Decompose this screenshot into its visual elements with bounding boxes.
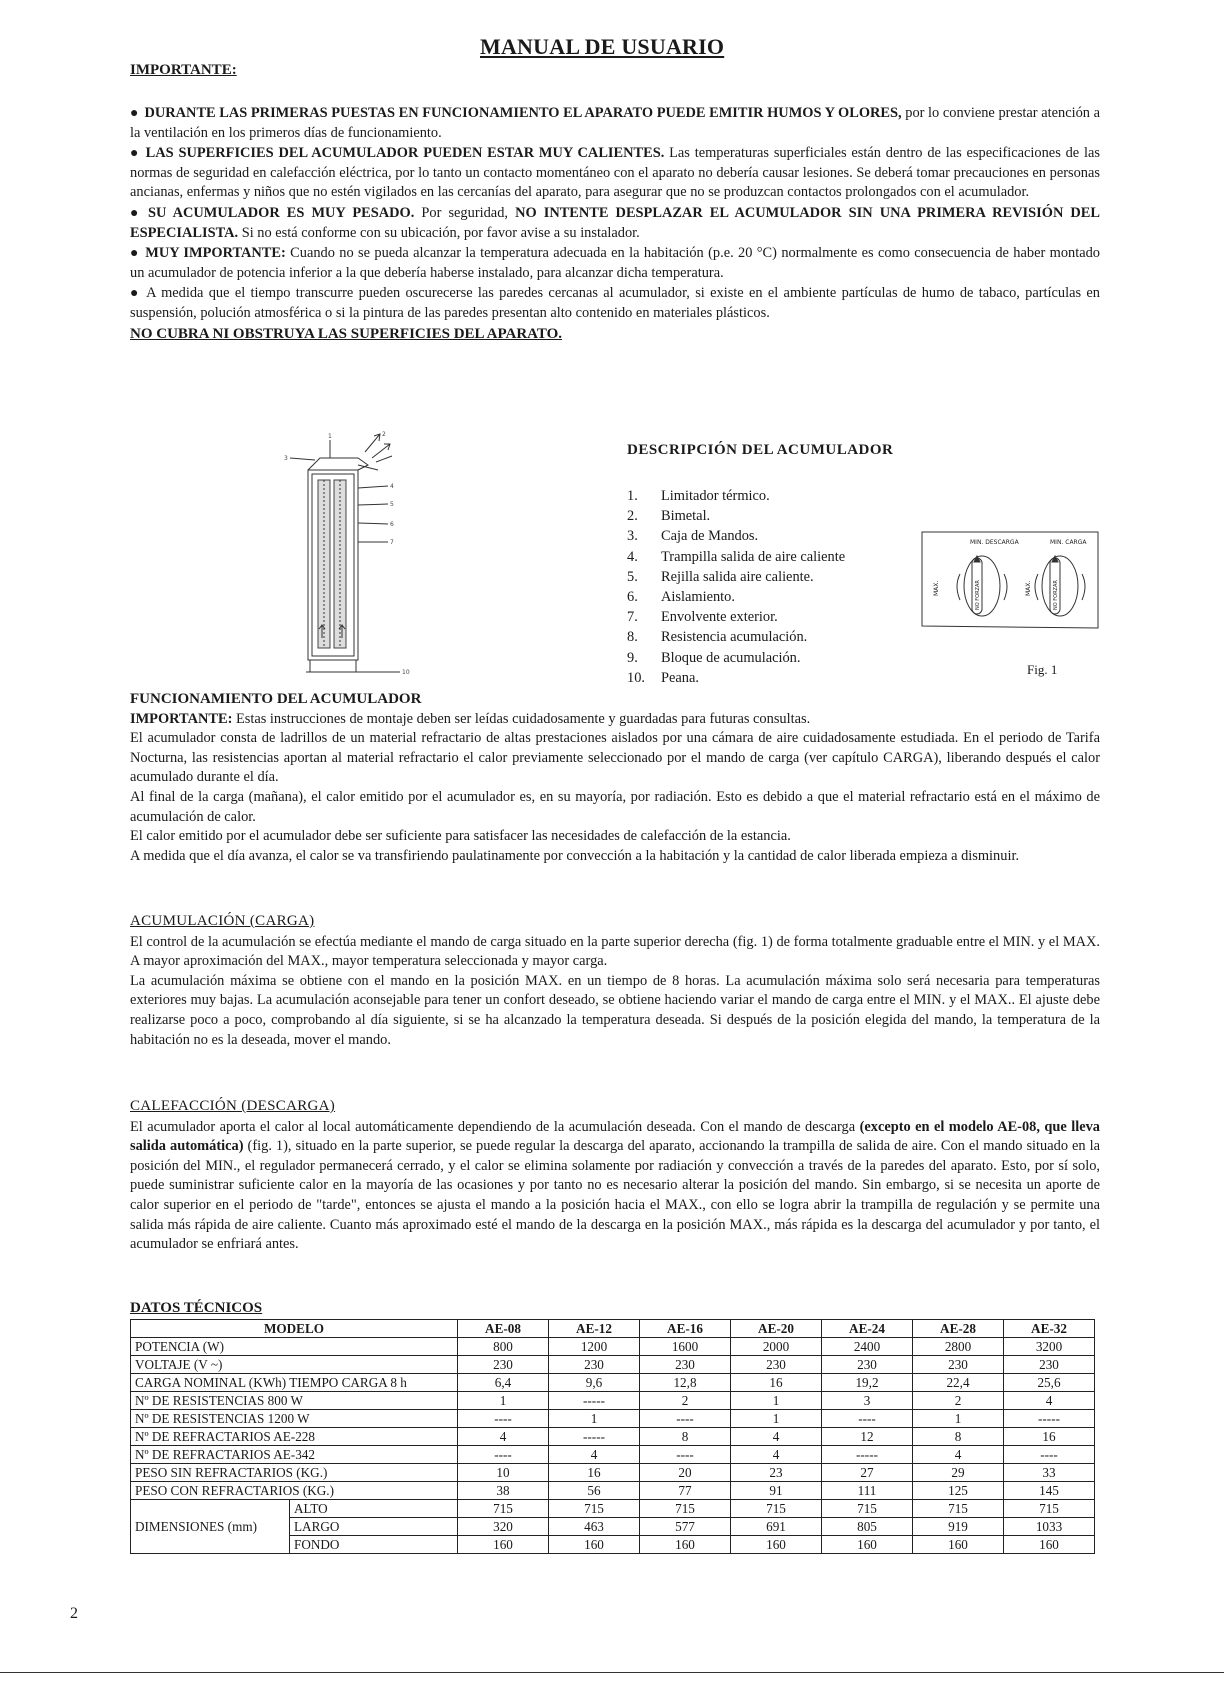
item-label: Caja de Mandos. [661, 528, 759, 545]
technical-data-section [130, 1300, 1100, 1554]
descarga-title: CALEFACCIÓN (DESCARGA) [130, 1098, 336, 1114]
table-cell: 4 [731, 1428, 822, 1446]
table-row [131, 1500, 1095, 1518]
table-cell: 577 [640, 1518, 731, 1536]
paragraph: El calor emitido por el acumulador debe ser suficiente para satisfacer las necesidades de calefacción de la estancia. [130, 828, 791, 845]
dial-knob-text-right: NO FORZAR [1053, 580, 1059, 610]
table-row [131, 1446, 1095, 1464]
table-cell: 230 [731, 1356, 822, 1374]
table-cell: ---- [822, 1410, 913, 1428]
paragraph [130, 710, 1100, 730]
svg-text:5: 5 [390, 501, 394, 508]
table-cell: ---- [458, 1446, 549, 1464]
table-cell: 38 [458, 1482, 549, 1500]
table-cell: 715 [549, 1500, 640, 1518]
warning-bold: MUY IMPORTANTE: [145, 245, 286, 262]
warning-paragraph [130, 104, 1100, 143]
table-cell: 1033 [1004, 1518, 1095, 1536]
table-cell: ----- [822, 1446, 913, 1464]
important-text: Estas instrucciones de montaje deben ser leídas cuidadosamente y guardadas para futuras consultas. [232, 710, 811, 727]
carga-title: ACUMULACIÓN (CARGA) [130, 913, 315, 929]
table-cell: 4 [458, 1428, 549, 1446]
dimensions-label: DIMENSIONES (mm) [131, 1500, 290, 1554]
table-cell: ----- [549, 1428, 640, 1446]
table-cell: ---- [640, 1446, 731, 1464]
table-cell: 77 [640, 1482, 731, 1500]
list-item [627, 648, 845, 668]
table-cell: 230 [640, 1356, 731, 1374]
table-cell: 4 [731, 1446, 822, 1464]
table-cell: 8 [640, 1428, 731, 1446]
no-cover-warning: NO CUBRA NI OBSTRUYA LAS SUPERFICIES DEL APARATO. [130, 325, 563, 342]
figure-caption: Fig. 1 [1027, 662, 1058, 677]
table-cell: 2 [640, 1392, 731, 1410]
model-column-header: AE-08 [458, 1320, 549, 1338]
table-cell: 715 [822, 1500, 913, 1518]
table-cell: 16 [1004, 1428, 1095, 1446]
table-cell: 160 [913, 1536, 1004, 1554]
table-cell: 160 [640, 1536, 731, 1554]
table-cell: 125 [913, 1482, 1004, 1500]
table-cell: 56 [549, 1482, 640, 1500]
row-label: Nº DE REFRACTARIOS AE-228 [131, 1428, 458, 1446]
control-dials-figure [920, 530, 1100, 640]
paragraph: Al final de la carga (mañana), el calor emitido por el acumulador es, en su mayoría, por radiación. Esto es debido a que el material refractario está en el máximo de acumulación de calor. [130, 788, 1100, 825]
bullet-icon: ● [130, 205, 142, 221]
table-cell: 27 [822, 1464, 913, 1482]
table-cell: ----- [1004, 1410, 1095, 1428]
table-cell: 230 [549, 1356, 640, 1374]
list-item [627, 668, 845, 688]
table-cell: 463 [549, 1518, 640, 1536]
bottom-divider [0, 1672, 1224, 1673]
table-cell: ---- [1004, 1446, 1095, 1464]
warning-paragraph [130, 284, 1100, 323]
important-label: IMPORTANTE: [130, 62, 237, 78]
table-cell: 2800 [913, 1338, 1004, 1356]
dial-label-max-right: MAX. [1025, 580, 1032, 596]
model-column-header: AE-16 [640, 1320, 731, 1338]
table-cell: 91 [731, 1482, 822, 1500]
table-cell: 715 [731, 1500, 822, 1518]
description-figure-area [130, 430, 1100, 690]
row-label: CARGA NOMINAL (KWh) TIEMPO CARGA 8 h [131, 1374, 458, 1392]
dial-label-max-left: MAX. [933, 580, 940, 596]
table-row [131, 1338, 1095, 1356]
model-column-header: AE-32 [1004, 1320, 1095, 1338]
bullet-icon: ● [130, 106, 139, 121]
list-item [627, 547, 845, 567]
table-cell: 1 [913, 1410, 1004, 1428]
row-label: VOLTAJE (V ~) [131, 1356, 458, 1374]
table-cell: 1600 [640, 1338, 731, 1356]
table-cell: 160 [1004, 1536, 1095, 1554]
table-cell: 1200 [549, 1338, 640, 1356]
table-cell: ----- [549, 1392, 640, 1410]
dial-label-descarga: MIN. DESCARGA [970, 539, 1019, 546]
model-column-header: AE-24 [822, 1320, 913, 1338]
item-number: 4. [627, 548, 638, 565]
paragraph: El acumulador consta de ladrillos de un material refractario de altas prestaciones aislados por una cámara de aire cuidadosamente estudiada. En el periodo de Tarifa Nocturna, las resistencias aportan al material refractario el calor previamente seleccionado por el mando de carga (ver capítulo CARGA), liberando después el calor acumulado durante el día. [130, 730, 1100, 786]
table-cell: 160 [458, 1536, 549, 1554]
svg-text:6: 6 [390, 521, 394, 528]
item-label: Rejilla salida aire caliente. [661, 568, 814, 585]
model-header: MODELO [131, 1320, 458, 1338]
technical-data-title: DATOS TÉCNICOS [130, 1300, 263, 1316]
table-cell: 22,4 [913, 1374, 1004, 1392]
table-cell: 12,8 [640, 1374, 731, 1392]
table-cell: 230 [822, 1356, 913, 1374]
dial-label-carga: MIN. CARGA [1050, 539, 1087, 546]
table-cell: ---- [458, 1410, 549, 1428]
list-item [627, 587, 845, 607]
item-label: Bimetal. [661, 508, 711, 525]
table-cell: 805 [822, 1518, 913, 1536]
technical-data-table [130, 1319, 1095, 1554]
dimension-sublabel: FONDO [290, 1536, 458, 1554]
svg-text:1: 1 [328, 433, 332, 440]
table-cell: 160 [549, 1536, 640, 1554]
table-cell: 715 [913, 1500, 1004, 1518]
warning-paragraph [130, 144, 1100, 203]
item-label: Aislamiento. [661, 589, 735, 606]
item-number: 9. [627, 649, 638, 666]
table-cell: 230 [913, 1356, 1004, 1374]
description-title: DESCRIPCIÓN DEL ACUMULADOR [627, 442, 894, 458]
paragraph: El control de la acumulación se efectúa mediante el mando de carga situado en la parte superior derecha (fig. 1) de forma totalmente graduable entre el MIN. y el MAX. A mayor aproximación del MAX., mayor temperatura seleccionada y mayor carga. [130, 933, 1100, 970]
table-cell: 4 [1004, 1392, 1095, 1410]
list-item [627, 506, 845, 526]
warning-bold: NO INTENTE DESPLAZAR EL ACUMULADOR SIN UNA PRIMERA REVISIÓN DEL ESPECIALISTA. [130, 204, 1100, 241]
table-cell: 29 [913, 1464, 1004, 1482]
table-cell: 145 [1004, 1482, 1095, 1500]
item-number: 5. [627, 568, 638, 585]
item-label: Trampilla salida de aire caliente [661, 548, 846, 565]
warning-paragraph [130, 204, 1100, 243]
paragraph [130, 1118, 1100, 1255]
table-cell: 320 [458, 1518, 549, 1536]
table-cell: 12 [822, 1428, 913, 1446]
descarga-text: (fig. 1), situado en la parte superior, se puede regular la descarga del aparato, accionando la trampilla de salida de aire. Con el mando situado en la posición del MIN., el regulador permanecerá cerrado, y el calor se elimina solamente por radiación y convección a través de la paredes del aparato. Esto, por sí solo, puede suministrar suficiente calor en la mayoría de las ocasiones y por tanto no es necesario alterar la posición del mando. Sin embargo, si se necesita un aporte de calor superior en el periodo de "tarde", entonces se ajusta el mando a la posición hacia el MAX., con ello se logra abrir la trampilla de regulación y se permite una salida más rápida de aire caliente. Cuanto más aproximado esté el mando de la descarga en la posición MAX., más rápida es la descarga del acumulador y por tanto, el acumulador se enfriará antes. [130, 1138, 1100, 1253]
page-number: 2 [70, 1605, 78, 1622]
table-cell: 800 [458, 1338, 549, 1356]
table-cell: 691 [731, 1518, 822, 1536]
item-number: 3. [627, 528, 638, 545]
row-label: Nº DE REFRACTARIOS AE-342 [131, 1446, 458, 1464]
bullet-icon: ● [130, 246, 140, 262]
warning-text: Cuando no se pueda alcanzar la temperatura adecuada en la habitación (p.e. 20 °C) normalmente es como consecuencia de haber montado un acumulador de potencia inferior a la que debería haberse instalado, para alcanzar dicha temperatura. [130, 245, 1100, 281]
warning-bold: LAS SUPERFICIES DEL ACUMULADOR PUEDEN ESTAR MUY CALIENTES. [145, 145, 665, 162]
table-cell: 4 [913, 1446, 1004, 1464]
paragraph: A medida que el día avanza, el calor se va transfiriendo paulatinamente por convección a la habitación y la cantidad de calor liberada empieza a disminuir. [130, 847, 1020, 864]
row-label: PESO CON REFRACTARIOS (KG.) [131, 1482, 458, 1500]
table-cell: 19,2 [822, 1374, 913, 1392]
carga-section [130, 912, 1100, 1050]
table-cell: 715 [640, 1500, 731, 1518]
table-row [131, 1374, 1095, 1392]
important-bold: IMPORTANTE: [130, 710, 233, 727]
document-title: MANUAL DE USUARIO [480, 34, 725, 59]
warning-bold: SU ACUMULADOR ES MUY PESADO. [147, 204, 415, 221]
table-cell: 10 [458, 1464, 549, 1482]
table-cell: 160 [731, 1536, 822, 1554]
table-cell: 23 [731, 1464, 822, 1482]
technical-data-body [131, 1338, 1095, 1554]
funcionamiento-section [130, 690, 1100, 866]
warning-text: A medida que el tiempo transcurre pueden oscurecerse las paredes cercanas al acumulador, si existe en el ambiente partículas de humo de tabaco, partículas en suspensión, polución atmosférica o si la pintura de las paredes presentan alto contenido en materiales plásticos. [130, 285, 1100, 321]
table-cell: 25,6 [1004, 1374, 1095, 1392]
descarga-bold: (excepto en el modelo AE-08, que lleva salida automática) [130, 1118, 1100, 1155]
dimension-sublabel: LARGO [290, 1518, 458, 1536]
table-cell: 8 [913, 1428, 1004, 1446]
item-number: 10. [627, 669, 645, 686]
list-item [627, 486, 845, 506]
table-cell: 2000 [731, 1338, 822, 1356]
item-number: 1. [627, 488, 638, 504]
table-cell: 16 [731, 1374, 822, 1392]
warning-text: Por seguridad, [414, 204, 516, 221]
table-row [131, 1392, 1095, 1410]
table-cell: 2400 [822, 1338, 913, 1356]
table-cell: 6,4 [458, 1374, 549, 1392]
item-number: 7. [627, 609, 638, 626]
row-label: Nº DE RESISTENCIAS 1200 W [131, 1410, 458, 1428]
table-cell: 3 [822, 1392, 913, 1410]
item-number: 2. [627, 508, 638, 525]
table-cell: ---- [640, 1410, 731, 1428]
list-item [627, 627, 845, 647]
table-cell: 4 [549, 1446, 640, 1464]
svg-text:10: 10 [402, 669, 410, 675]
table-cell: 230 [1004, 1356, 1095, 1374]
table-cell: 9,6 [549, 1374, 640, 1392]
table-row [131, 1356, 1095, 1374]
svg-text:4: 4 [390, 483, 394, 490]
warning-bold: DURANTE LAS PRIMERAS PUESTAS EN FUNCIONAMIENTO EL APARATO PUEDE EMITIR HUMOS Y OLORES, [144, 105, 902, 121]
table-cell: 111 [822, 1482, 913, 1500]
table-row [131, 1482, 1095, 1500]
table-cell: 715 [458, 1500, 549, 1518]
item-label: Bloque de acumulación. [661, 649, 801, 666]
bullet-icon: ● [130, 286, 141, 302]
svg-text:7: 7 [390, 539, 394, 546]
table-cell: 160 [822, 1536, 913, 1554]
warning-text: Las temperaturas superficiales están dentro de las especificaciones de las normas de seguridad en calefacción eléctrica, por lo tanto un contacto momentáneo con el aparato no debería causar lesiones. Se deberá tomar precauciones en personas ancianas, enfermas y niños que no estén vigilados en las cercanías del aparato, para asegurar que no se produzcan contactos prolongados con el acumulador. [130, 145, 1100, 201]
table-cell: 3200 [1004, 1338, 1095, 1356]
descarga-text: El acumulador aporta el calor al local automáticamente dependiendo de la acumulación deseada. Con el mando de descarga [130, 1118, 860, 1135]
dial-knob-text-left: NO FORZAR [975, 580, 981, 610]
table-cell: 33 [1004, 1464, 1095, 1482]
bullet-icon: ● [130, 146, 140, 162]
parts-list [627, 486, 845, 688]
warning-text: por lo conviene prestar atención a la ventilación en los primeros días de funcionamiento. [130, 105, 1100, 141]
model-column-header: AE-20 [731, 1320, 822, 1338]
item-label: Limitador térmico. [661, 488, 770, 504]
dimension-sublabel: ALTO [290, 1500, 458, 1518]
table-cell: 1 [549, 1410, 640, 1428]
model-column-header: AE-12 [549, 1320, 640, 1338]
svg-text:3: 3 [284, 455, 288, 462]
table-cell: 1 [458, 1392, 549, 1410]
row-label: PESO SIN REFRACTARIOS (KG.) [131, 1464, 458, 1482]
list-item [627, 526, 845, 546]
list-item [627, 567, 845, 587]
table-cell: 2 [913, 1392, 1004, 1410]
item-number: 8. [627, 629, 638, 646]
item-label: Peana. [661, 669, 699, 686]
heater-cross-section-drawing [270, 430, 530, 675]
list-item [627, 607, 845, 627]
table-cell: 715 [1004, 1500, 1095, 1518]
row-label: Nº DE RESISTENCIAS 800 W [131, 1392, 458, 1410]
warnings-section [130, 104, 1100, 345]
table-row [131, 1410, 1095, 1428]
row-label: POTENCIA (W) [131, 1338, 458, 1356]
table-row [131, 1428, 1095, 1446]
warning-text: Si no está conforme con su ubicación, por favor avise a su instalador. [238, 224, 640, 241]
table-cell: 1 [731, 1392, 822, 1410]
item-number: 6. [627, 589, 638, 606]
table-cell: 919 [913, 1518, 1004, 1536]
paragraph: La acumulación máxima se obtiene con el mando en la posición MAX. en un tiempo de 8 horas. La acumulación máxima solo será necesaria para temperaturas exteriores muy bajas. La acumulación aconsejable para tener un confort deseado, se obtiene haciendo variar el mando de carga entre el MIN. y el MAX.. El ajuste debe realizarse poco a poco, comprobando al día siguiente, si se ha alcanzado la temperatura deseada. Si después de la posición elegida del mando, la temperatura de la habitación no es la deseada, mover el mando. [130, 972, 1100, 1048]
table-cell: 230 [458, 1356, 549, 1374]
table-cell: 1 [731, 1410, 822, 1428]
funcionamiento-title: FUNCIONAMIENTO DEL ACUMULADOR [130, 691, 422, 707]
table-row [131, 1464, 1095, 1482]
table-cell: 16 [549, 1464, 640, 1482]
svg-text:2: 2 [382, 431, 386, 438]
table-header-row [131, 1320, 1095, 1338]
item-label: Envolvente exterior. [661, 609, 778, 626]
warning-paragraph [130, 244, 1100, 283]
model-column-header: AE-28 [913, 1320, 1004, 1338]
table-cell: 20 [640, 1464, 731, 1482]
item-label: Resistencia acumulación. [661, 629, 808, 646]
descarga-section [130, 1097, 1100, 1255]
